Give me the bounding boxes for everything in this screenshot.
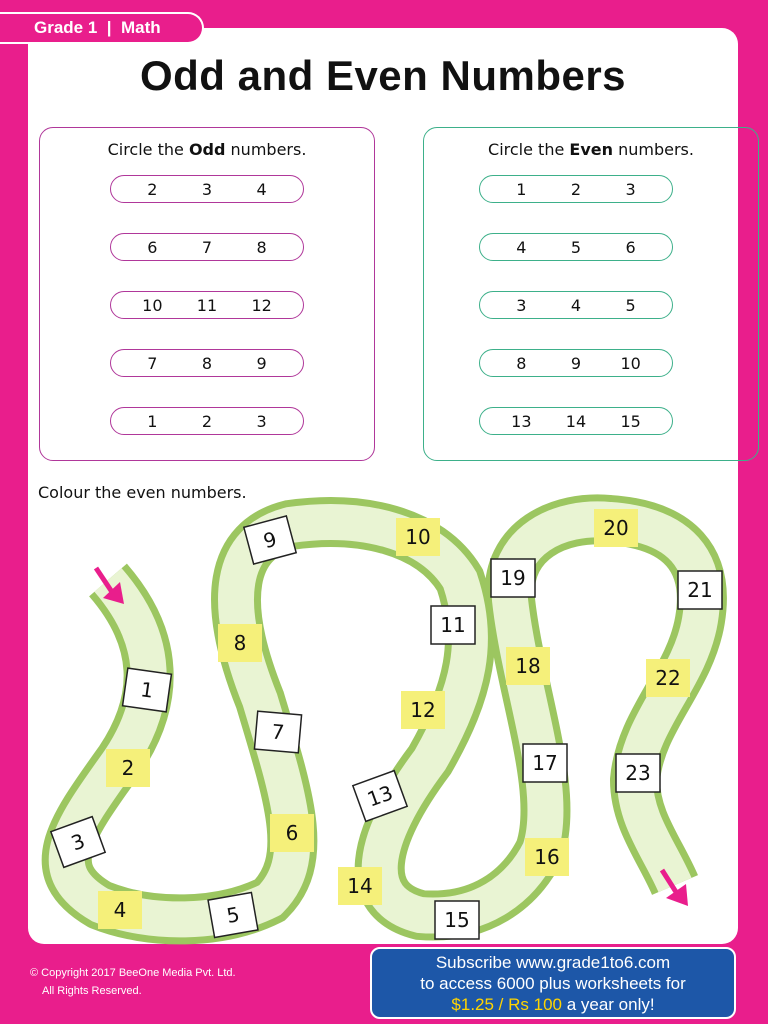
grade-label: Grade 1	[34, 18, 98, 37]
even-number[interactable]: 10	[620, 353, 641, 373]
path-cell-number: 23	[625, 761, 651, 785]
odd-number[interactable]: 7	[147, 353, 158, 373]
odd-number[interactable]: 4	[256, 179, 267, 199]
rights-line: All Rights Reserved.	[42, 985, 142, 997]
odd-number[interactable]: 8	[256, 237, 267, 257]
odd-number[interactable]: 10	[142, 295, 163, 315]
path-cell-number: 14	[347, 874, 373, 898]
path-cell-21[interactable]	[678, 571, 722, 609]
path-cell-number: 5	[224, 902, 242, 928]
path-cell-number: 7	[270, 719, 286, 745]
path-cell-number: 6	[285, 821, 299, 845]
page-title: Odd and Even Numbers	[139, 52, 627, 99]
even-number[interactable]: 14	[565, 411, 587, 431]
even-number[interactable]: 6	[625, 237, 636, 257]
path-cell-14[interactable]	[338, 867, 382, 905]
path-cell-10[interactable]	[396, 518, 440, 556]
path-cell-number: 11	[440, 613, 466, 637]
path-cell-number: 17	[532, 751, 558, 775]
path-cell-number: 18	[515, 654, 541, 678]
subscribe-suffix: a year only!	[561, 995, 655, 1014]
path-cell-number: 15	[444, 908, 470, 932]
path-cell-17[interactable]	[523, 744, 567, 782]
path-cell-number: 20	[603, 516, 629, 540]
subscribe-line-1: Subscribe www.grade1to6.com	[435, 953, 671, 972]
subject-label: Math	[120, 18, 161, 37]
path-cell-number: 4	[113, 898, 127, 922]
even-number[interactable]: 9	[570, 353, 582, 373]
even-keyword: Even	[569, 140, 613, 159]
even-number[interactable]: 4	[570, 295, 582, 315]
path-cell-8[interactable]	[218, 624, 262, 662]
subscribe-line-2: to access 6000 plus worksheets for	[420, 974, 686, 993]
path-cell-number: 13	[363, 780, 397, 812]
odd-number[interactable]: 2	[201, 411, 213, 431]
odd-number[interactable]: 2	[147, 179, 158, 199]
path-cell-5[interactable]	[208, 892, 258, 937]
path-cell-number: 3	[67, 828, 89, 856]
path-cell-6[interactable]	[270, 814, 314, 852]
path-cell-11[interactable]	[431, 606, 475, 644]
path-cell-22[interactable]	[646, 659, 690, 697]
path-cell-number: 2	[121, 756, 135, 780]
odd-number[interactable]: 6	[147, 237, 158, 257]
even-instr-prefix: Circle the	[488, 140, 570, 159]
even-number[interactable]: 8	[516, 353, 527, 373]
odd-number[interactable]: 9	[256, 353, 267, 373]
path-cell-4[interactable]	[98, 891, 142, 929]
copyright-notice	[30, 964, 236, 1000]
path-cell-number: 19	[500, 566, 526, 590]
path-cell-7[interactable]	[254, 711, 301, 753]
path-cell-16[interactable]	[525, 838, 569, 876]
path-cell-18[interactable]	[506, 647, 550, 685]
tab-separator: |	[106, 18, 112, 37]
path-cell-number: 21	[687, 578, 713, 602]
path-cell-1[interactable]	[123, 668, 172, 712]
path-cell-number: 22	[655, 666, 681, 690]
path-cell-number: 8	[233, 631, 247, 655]
path-cell-2[interactable]	[106, 749, 150, 787]
odd-instr-prefix: Circle the	[107, 140, 189, 159]
odd-number[interactable]: 7	[201, 237, 213, 257]
subscribe-banner[interactable]	[370, 947, 736, 1019]
odd-number[interactable]: 11	[196, 295, 218, 315]
even-number[interactable]: 3	[625, 179, 636, 199]
colour-instruction: Colour the even numbers.	[38, 483, 247, 502]
odd-number[interactable]: 1	[147, 411, 158, 431]
even-number[interactable]: 15	[620, 411, 641, 431]
subscribe-line-3	[372, 994, 734, 1015]
even-number[interactable]: 1	[516, 179, 527, 199]
path-cell-15[interactable]	[435, 901, 479, 939]
even-number[interactable]: 4	[516, 237, 527, 257]
path-cell-20[interactable]	[594, 509, 638, 547]
path-cell-number: 10	[405, 525, 431, 549]
odd-instr-suffix: numbers.	[225, 140, 307, 159]
even-number[interactable]: 13	[511, 411, 532, 431]
even-number[interactable]: 5	[625, 295, 636, 315]
odd-number[interactable]: 8	[201, 353, 213, 373]
odd-number[interactable]: 12	[251, 295, 272, 315]
path-cell-23[interactable]	[616, 754, 660, 792]
odd-number[interactable]: 3	[256, 411, 267, 431]
even-number[interactable]: 5	[570, 237, 582, 257]
path-cell-19[interactable]	[491, 559, 535, 597]
even-number[interactable]: 2	[570, 179, 582, 199]
price-text: $1.25 / Rs 100	[451, 995, 562, 1014]
path-cell-number: 12	[410, 698, 436, 722]
odd-number[interactable]: 3	[201, 179, 213, 199]
even-number[interactable]: 3	[516, 295, 527, 315]
path-cell-number: 1	[139, 677, 155, 703]
path-cell-number: 16	[534, 845, 560, 869]
even-instr-suffix: numbers.	[613, 140, 694, 159]
path-cell-12[interactable]	[401, 691, 445, 729]
copyright-line: © Copyright 2017 BeeOne Media Pvt. Ltd.	[30, 967, 236, 979]
path-cell-number: 9	[260, 526, 280, 554]
odd-keyword: Odd	[188, 140, 226, 159]
